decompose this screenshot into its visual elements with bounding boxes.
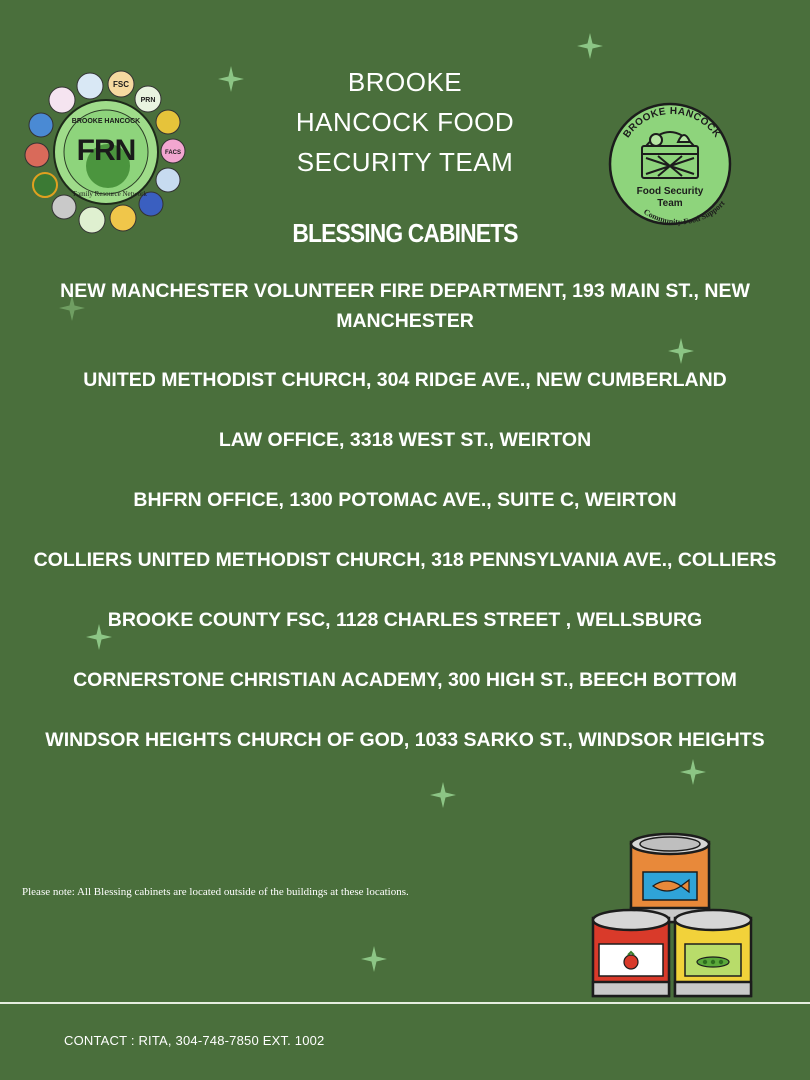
title-line: HANCOCK FOOD [295, 107, 515, 137]
fst-line2: Team [657, 198, 683, 209]
frn-top-text: BROOKE HANCOCK [71, 118, 141, 125]
frn-ring-text: Family Resource Network [73, 190, 147, 198]
sparkle-icon [361, 946, 387, 972]
tomato-can [593, 910, 669, 996]
sparkle-icon [668, 338, 694, 364]
sparkle-icon [59, 295, 85, 321]
title-line: BROOKE [347, 67, 463, 97]
location-item: COLLIERS UNITED METHODIST CHURCH, 318 PENNSYLVANIA AVE., COLLIERS [33, 549, 777, 571]
food-cans-icon [585, 830, 785, 1002]
food-security-team-logo [598, 96, 748, 236]
frn-main-text: FRN [76, 134, 136, 167]
location-item: CORNERSTONE CHRISTIAN ACADEMY, 300 HIGH ST., BEECH BOTTOM [73, 669, 737, 691]
frn-badge-facs: FACS [164, 150, 182, 156]
note-text: Please note: All Blessing cabinets are located outside of the buildings at these locations. [22, 886, 409, 898]
fst-top-text: BROOKE HANCOCK [621, 105, 723, 141]
contact-text: CONTACT : RITA, 304-748-7850 EXT. 1002 [64, 1033, 325, 1048]
location-item: BHFRN OFFICE, 1300 POTOMAC AVE., SUITE C, WEIRTON [133, 489, 677, 511]
location-item: BROOKE COUNTY FSC, 1128 CHARLES STREET , WELLSBURG [107, 609, 703, 631]
peas-can [675, 910, 751, 996]
fst-line1: Food Security [636, 186, 704, 197]
sparkle-icon [577, 33, 603, 59]
footer-divider [0, 1002, 810, 1004]
sparkle-icon [218, 66, 244, 92]
fst-bottom-text: Community Food Support [642, 198, 727, 227]
sparkle-icon [86, 624, 112, 650]
location-item: NEW MANCHESTER VOLUNTEER FIRE DEPARTMENT, 193 MAIN ST., NEW MANCHESTER [60, 280, 750, 332]
sparkle-icon [680, 759, 706, 785]
location-item: UNITED METHODIST CHURCH, 304 RIDGE AVE., NEW CUMBERLAND [83, 369, 727, 391]
section-heading: BLESSING CABINETS [292, 218, 518, 248]
page-title [255, 62, 555, 182]
sparkle-icon [430, 782, 456, 808]
fish-can [631, 834, 709, 922]
title-line: SECURITY TEAM [296, 147, 514, 177]
frn-badge-prn: PRN [140, 97, 156, 104]
frn-badge-fsc: FSC [113, 80, 129, 89]
frn-logo [20, 68, 192, 236]
location-item: LAW OFFICE, 3318 WEST ST., WEIRTON [218, 429, 592, 451]
location-item: WINDSOR HEIGHTS CHURCH OF GOD, 1033 SARKO ST., WINDSOR HEIGHTS [45, 729, 765, 751]
